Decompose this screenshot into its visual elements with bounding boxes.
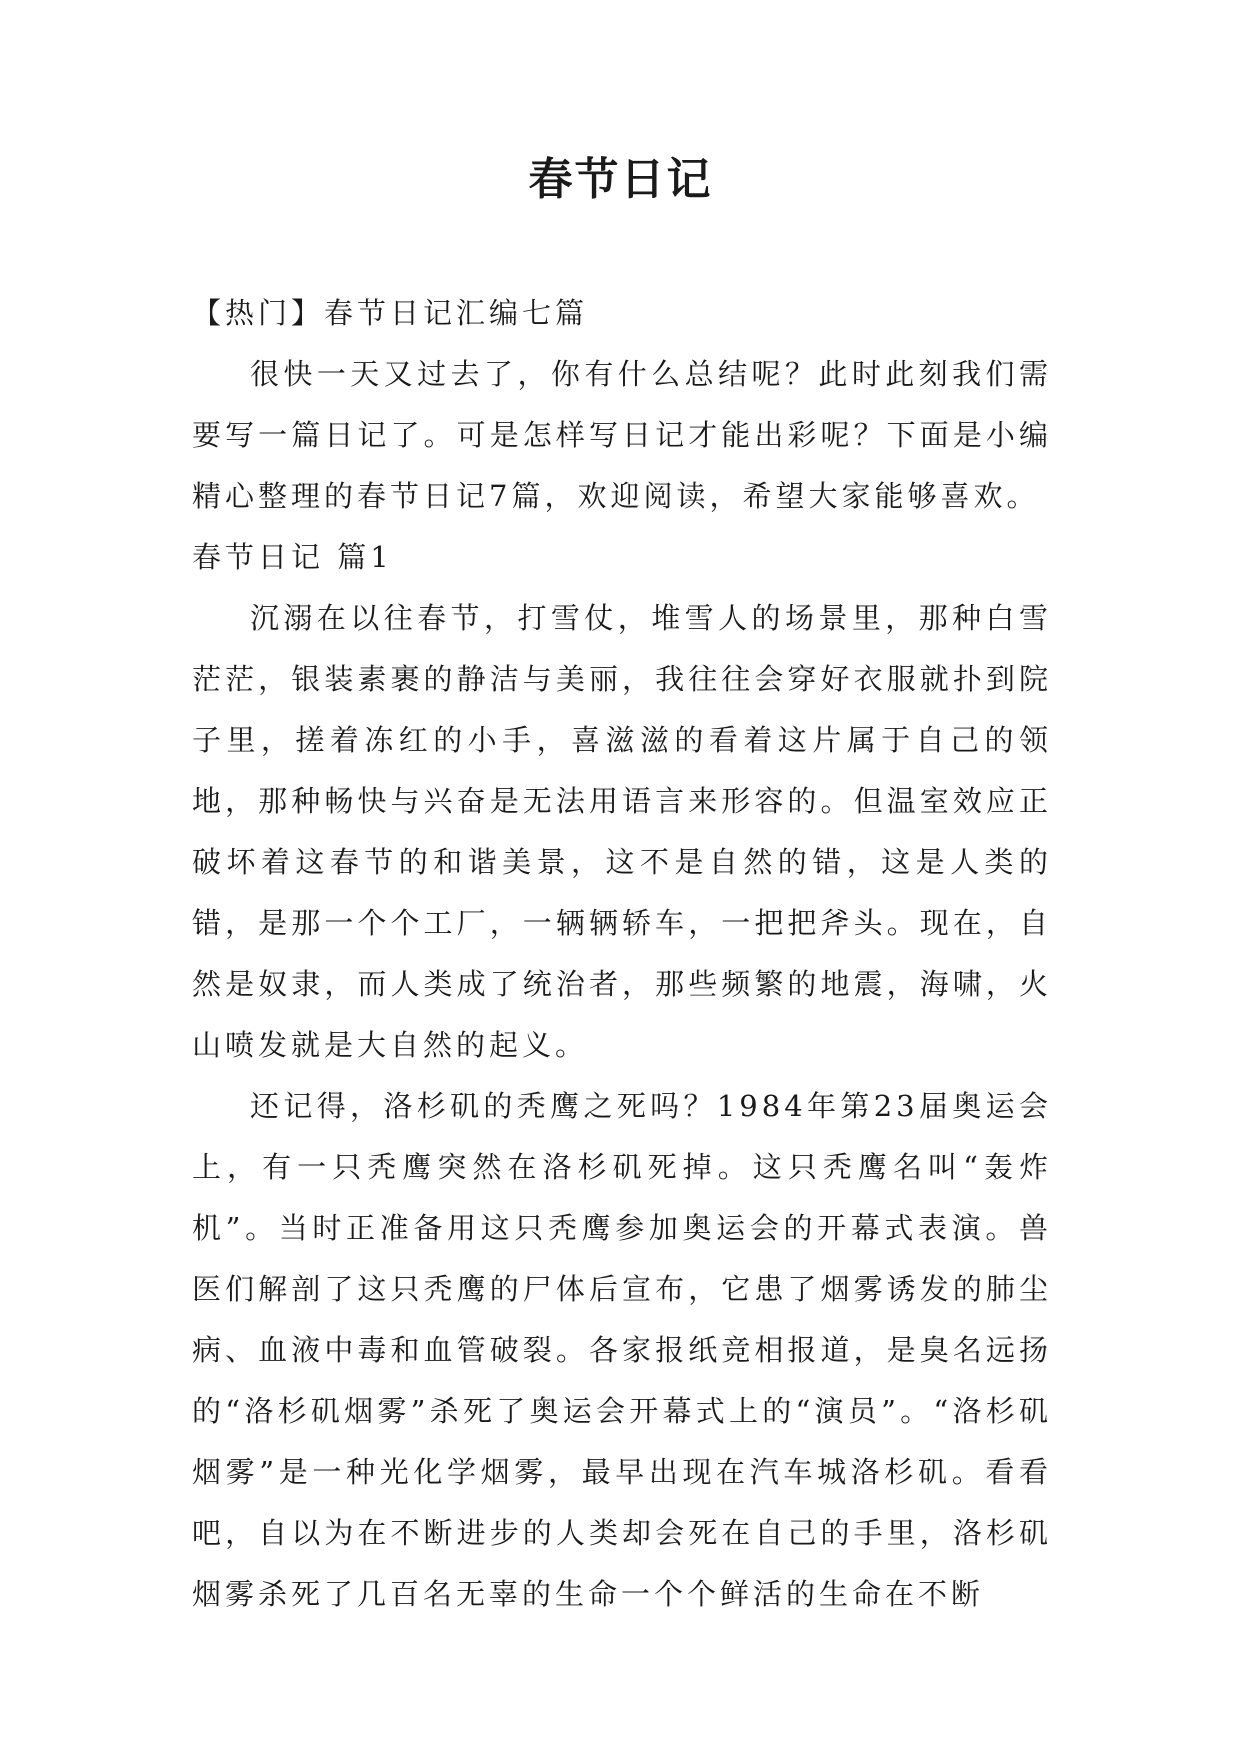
intro-paragraph: 很快一天又过去了，你有什么总结呢？此时此刻我们需要写一篇日记了。可是怎样写日记才能出彩呢？下面是小编精心整理的春节日记7篇，欢迎阅读，希望大家能够喜欢。 (192, 357, 1052, 513)
body-paragraph-1: 沉溺在以往春节，打雪仗，堆雪人的场景里，那种白雪茫茫，银装素裹的静洁与美丽，我往往会穿好衣服就扑到院子里，搓着冻红的小手，喜滋滋的看着这片属于自己的领地，那种畅快与兴奋是无法用语言来形容的。但温室效应正破坏着这春节的和谐美景，这不是自然的错，这是人类的错，是那一个个工厂，一辆辆轿车，一把把斧头。现在，自然是奴隶，而人类成了统治者，那些频繁的地震，海啸，火山喷发就是大自然的起义。 (192, 601, 1052, 1062)
section-heading: 春节日记 篇1 (192, 540, 393, 574)
document-subtitle: 【热门】春节日记汇编七篇 (192, 296, 589, 330)
document-body (192, 283, 1052, 1625)
body-paragraph-2: 还记得，洛杉矶的秃鹰之死吗？1984年第23届奥运会上，有一只秃鹰突然在洛杉矶死掉。这只秃鹰名叫“轰炸机”。当时正准备用这只秃鹰参加奥运会的开幕式表演。兽医们解剖了这只秃鹰的尸体后宣布，它患了烟雾诱发的肺尘病、血液中毒和血管破裂。各家报纸竞相报道，是臭名远扬的“洛杉矶烟雾”杀死了奥运会开幕式上的“演员”。“洛杉矶烟雾”是一种光化学烟雾，最早出现在汽车城洛杉矶。看看吧，自以为在不断进步的人类却会死在自己的手里，洛杉矶烟雾杀死了几百名无辜的生命一个个鲜活的生命在不断 (192, 1089, 1052, 1611)
document-title: 春节日记 (528, 154, 713, 205)
